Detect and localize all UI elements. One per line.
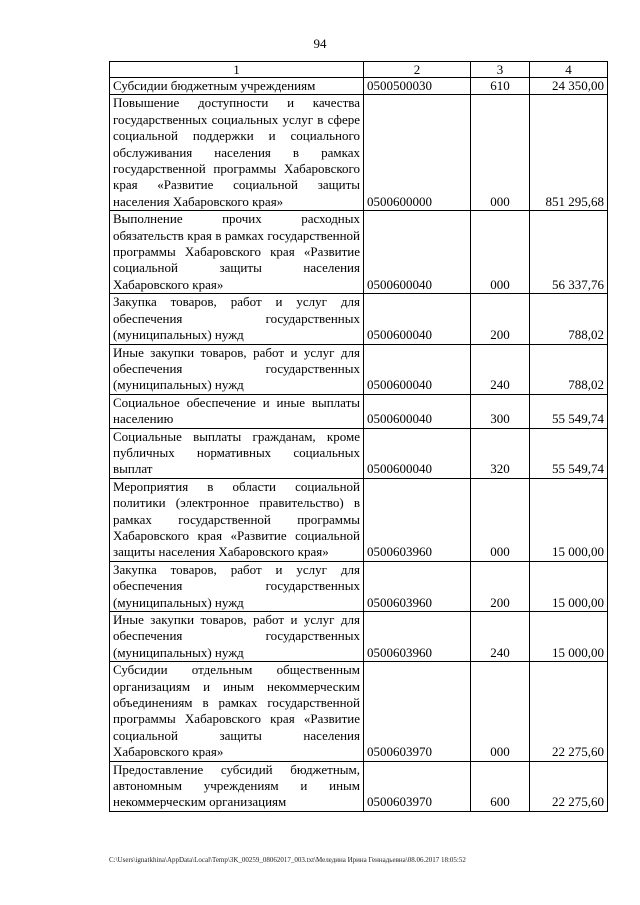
row-expense-type: 600	[471, 761, 530, 811]
table-row	[110, 561, 608, 611]
column-header-type: 3	[471, 62, 530, 78]
row-expense-type: 610	[471, 78, 530, 95]
row-expense-type: 300	[471, 394, 530, 428]
table-row	[110, 78, 608, 95]
table-row	[110, 211, 608, 294]
row-expense-type: 200	[471, 294, 530, 344]
row-expense-type: 000	[471, 662, 530, 761]
row-name: Субсидии отдельным общественным организациям и иным некоммерческим объединениям в рамках государственной программы Хабаровского края «Развитие социальной защиты населения Хабаровского края»	[110, 662, 364, 761]
row-sum: 22 275,60	[530, 662, 608, 761]
row-name: Иные закупки товаров, работ и услуг для обеспечения государственных (муниципальных) нужд	[110, 612, 364, 662]
table-row	[110, 662, 608, 761]
row-name: Субсидии бюджетным учреждениям	[110, 78, 364, 95]
row-expense-type: 320	[471, 428, 530, 478]
column-header-code: 2	[364, 62, 471, 78]
row-sum: 788,02	[530, 294, 608, 344]
row-name: Иные закупки товаров, работ и услуг для обеспечения государственных (муниципальных) нужд	[110, 344, 364, 394]
row-sum: 56 337,76	[530, 211, 608, 294]
row-sum: 851 295,68	[530, 95, 608, 211]
page-number: 94	[313, 36, 327, 51]
table-row	[110, 761, 608, 811]
row-expense-type: 240	[471, 612, 530, 662]
row-expense-type: 000	[471, 211, 530, 294]
row-expense-type: 000	[471, 95, 530, 211]
row-sum: 788,02	[530, 344, 608, 394]
column-header-sum: 4	[530, 62, 608, 78]
row-name: Предоставление субсидий бюджетным, автономным учреждениям и иным некоммерческим организациям	[110, 761, 364, 811]
row-code: 0500500030	[364, 78, 471, 95]
row-name: Социальные выплаты гражданам, кроме публичных нормативных социальных выплат	[110, 428, 364, 478]
row-name: Закупка товаров, работ и услуг для обеспечения государственных (муниципальных) нужд	[110, 294, 364, 344]
table-row	[110, 428, 608, 478]
row-code: 0500600040	[364, 294, 471, 344]
row-code: 0500600040	[364, 344, 471, 394]
row-sum: 24 350,00	[530, 78, 608, 95]
row-code: 0500600040	[364, 428, 471, 478]
row-sum: 15 000,00	[530, 612, 608, 662]
row-expense-type: 200	[471, 561, 530, 611]
row-code: 0500600040	[364, 394, 471, 428]
row-code: 0500603970	[364, 662, 471, 761]
row-name: Социальное обеспечение и иные выплаты населению	[110, 394, 364, 428]
row-sum: 55 549,74	[530, 428, 608, 478]
row-name: Мероприятия в области социальной политики (электронное правительство) в рамках государственной программы Хабаровского края «Развитие социальной защиты населения Хабаровского края»	[110, 478, 364, 561]
row-code: 0500603960	[364, 612, 471, 662]
row-expense-type: 240	[471, 344, 530, 394]
column-header-name: 1	[110, 62, 364, 78]
row-code: 0500603970	[364, 761, 471, 811]
budget-table	[109, 61, 608, 812]
table-row	[110, 95, 608, 211]
row-code: 0500600040	[364, 211, 471, 294]
table-row	[110, 478, 608, 561]
row-sum: 55 549,74	[530, 394, 608, 428]
row-name: Повышение доступности и качества государственных социальных услуг в сфере социальной поддержки и социального обслуживания населения в рамках государственной программы Хабаровского края «Развитие социальной защиты населения Хабаровского края»	[110, 95, 364, 211]
row-code: 0500603960	[364, 478, 471, 561]
table-row	[110, 294, 608, 344]
row-sum: 15 000,00	[530, 478, 608, 561]
footer-file-path: C:\Users\ignatkhina\AppData\Local\Temp\3K_00259_08062017_003.txt\Меледина Ирина Геннадьевна\08.06.2017 18:05:52	[109, 856, 466, 864]
row-expense-type: 000	[471, 478, 530, 561]
row-sum: 22 275,60	[530, 761, 608, 811]
row-name: Закупка товаров, работ и услуг для обеспечения государственных (муниципальных) нужд	[110, 561, 364, 611]
row-code: 0500603960	[364, 561, 471, 611]
table-row	[110, 394, 608, 428]
row-code: 0500600000	[364, 95, 471, 211]
table-row	[110, 612, 608, 662]
table-header-row	[110, 62, 608, 78]
row-sum: 15 000,00	[530, 561, 608, 611]
table-row	[110, 344, 608, 394]
row-name: Выполнение прочих расходных обязательств края в рамках государственной программы Хабаровского края «Развитие социальной защиты населения Хабаровского края»	[110, 211, 364, 294]
